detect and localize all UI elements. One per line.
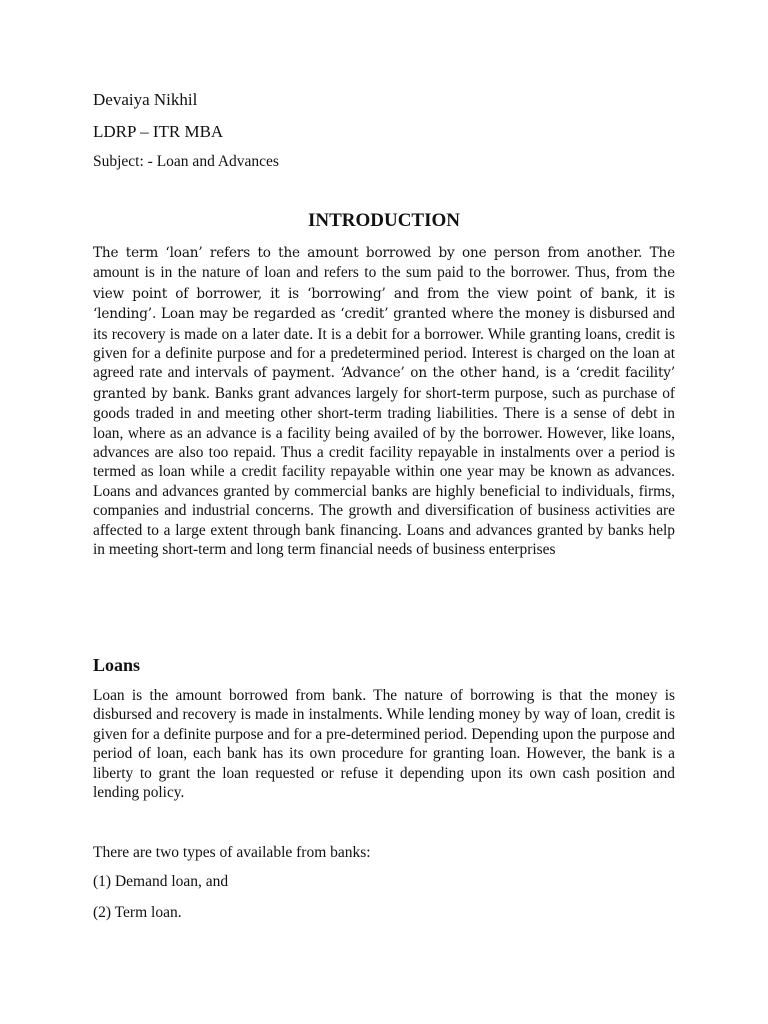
intro-segment-6: Banks grant advances largely for short-term purpose, such as purchase of goods traded in and meeting other short-term trading liabilities. There is a sense of debt in loan, where as an advance is a facility being availed of by the borrower. However, like loans, advances are also too repaid. Thus a credit facility repayable in instalments over a period is termed as loan while a credit facility repayable within one year may be known as advances. Loans and advances granted by commercial banks are highly beneficial to individuals, firms, companies and industrial concerns. The growth and diversification of business activities are affected to a large extent through bank financing. Loans and advances granted by banks help in meeting short-term and long term financial needs of business enterprises	[93, 384, 676, 559]
introduction-heading: INTRODUCTION	[307, 210, 461, 231]
intro-segment-5: of payment. ‘Advance’ on the other hand, is a ‘credit facility’ granted by bank.	[93, 365, 675, 402]
loans-paragraph: Loan is the amount borrowed from bank. The nature of borrowing is that the money is disbursed and recovery is made in instalments. While lending money by way of loan, credit is given for a definite purpose and for a pre-determined period. Depending upon the purpose and period of loan, each bank has its own procedure for granting loan. However, the bank is a liberty to grant the loan requested or refuse it depending upon its own cash position and lending policy.	[93, 687, 675, 802]
intro-segment-1: The term ‘loan’ refers to the amount borrowed by one person from another. The	[93, 245, 675, 261]
introduction-paragraph	[93, 243, 675, 560]
institute-name: LDRP – ITR MBA	[93, 122, 224, 141]
intro-segment-4: is disbursed and its recovery is made on a later date. It is a debit for a borrower. While granting loans, credit is given for a definite purpose and for a predetermined period. Interest is charged on the loan at agreed rate and intervals	[93, 305, 675, 382]
author-name: Devaiya Nikhil	[93, 90, 198, 109]
loan-type-demand: (1) Demand loan, and	[93, 873, 229, 890]
loan-types-intro: There are two types of available from banks:	[93, 844, 371, 861]
loan-type-term: (2) Term loan.	[93, 904, 182, 921]
intro-segment-2: amount is in the nature of loan and refers to the sum paid to the borrower. Thus,	[93, 264, 610, 282]
loans-heading: Loans	[93, 655, 141, 675]
intro-segment-3: from the view point of borrower, it is ‘borrowing’ and from the view point of bank, it is ‘lending’. Loan may be regarded as ‘credit’ granted where the money	[93, 265, 675, 323]
subject-line: Subject: - Loan and Advances	[93, 153, 279, 170]
